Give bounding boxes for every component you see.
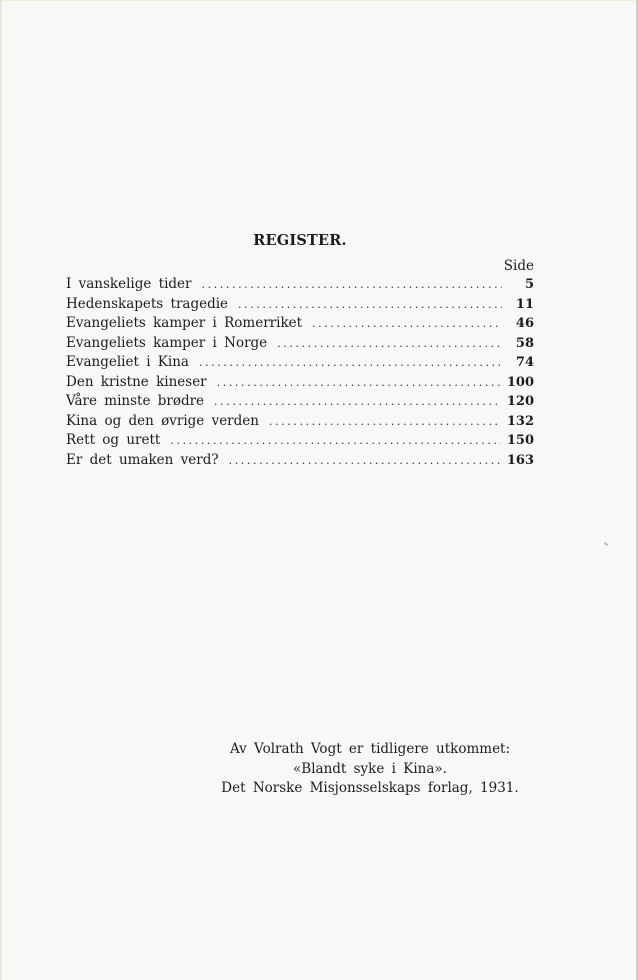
toc-row xyxy=(66,275,534,295)
toc-entry-title: I vanskelige tider xyxy=(66,276,192,292)
table-of-contents xyxy=(66,232,534,470)
toc-entry-title: Evangeliet i Kina xyxy=(66,354,189,370)
side-column-label: Side xyxy=(503,258,534,274)
toc-entry-title: Våre minste brødre xyxy=(66,393,205,409)
previous-work-title: «Blandt syke i Kina». xyxy=(293,760,447,777)
toc-page-number: 46 xyxy=(515,316,534,331)
toc-page-number: 120 xyxy=(506,394,534,409)
dot-leader xyxy=(229,451,501,471)
scan-speck xyxy=(604,542,608,546)
toc-entry-title: Den kristne kineser xyxy=(66,373,207,390)
toc-row xyxy=(66,314,534,334)
toc-entry-title: Kina og den øvrige verden xyxy=(66,412,259,429)
dot-leader xyxy=(238,295,502,315)
dot-leader xyxy=(312,314,502,334)
register-title: REGISTER. xyxy=(253,232,347,249)
toc-row xyxy=(66,412,534,432)
dot-leader xyxy=(217,373,501,393)
toc-row xyxy=(66,334,534,354)
colophon xyxy=(190,740,550,799)
dot-leader xyxy=(170,431,501,451)
toc-row xyxy=(66,353,534,373)
toc-row xyxy=(66,392,534,412)
toc-row xyxy=(66,295,534,315)
toc-page-number: 11 xyxy=(515,296,534,312)
toc-row xyxy=(66,451,534,471)
toc-entry-title: Rett og urett xyxy=(66,432,161,448)
dot-leader xyxy=(277,334,502,354)
page-edge xyxy=(0,0,2,980)
dot-leader xyxy=(269,412,501,432)
previous-works-note: Av Volrath Vogt er tidligere utkommet: xyxy=(229,741,511,757)
toc-entry-title: Hedenskapets tragedie xyxy=(66,295,229,312)
toc-page-number: 150 xyxy=(506,433,534,448)
dot-leader xyxy=(199,353,502,373)
publisher-line: Det Norske Misjonsselskaps forlag, 1931. xyxy=(221,780,519,796)
page-edge xyxy=(0,0,638,1)
dot-leader xyxy=(214,392,501,412)
toc-page-number: 5 xyxy=(524,277,534,292)
toc-page-number: 132 xyxy=(506,413,534,429)
toc-row xyxy=(66,431,534,451)
toc-page-number: 100 xyxy=(506,374,534,390)
dot-leader xyxy=(201,275,502,295)
toc-entry-title: Evangeliets kamper i Romerriket xyxy=(66,315,303,331)
toc-entry-title: Evangeliets kamper i Norge xyxy=(66,334,268,351)
toc-entry-title: Er det umaken verd? xyxy=(66,451,219,468)
toc-page-number: 58 xyxy=(515,335,534,351)
toc-page-number: 74 xyxy=(515,355,534,370)
toc-page-number: 163 xyxy=(506,452,534,468)
toc-row xyxy=(66,373,534,393)
